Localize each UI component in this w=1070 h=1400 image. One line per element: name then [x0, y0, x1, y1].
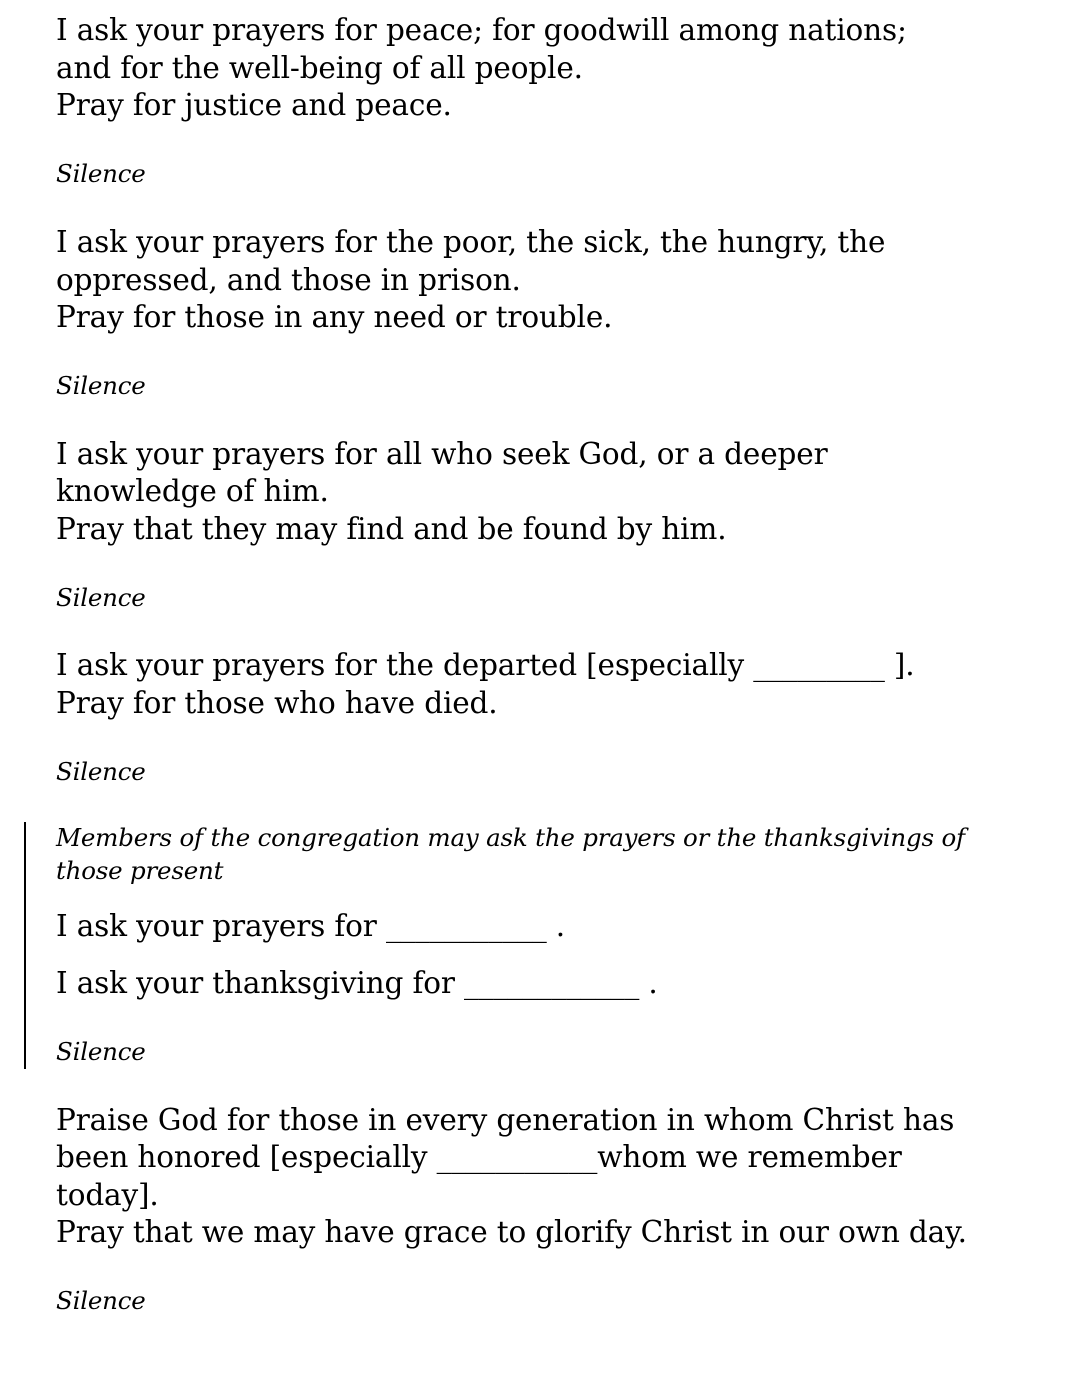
petition-4-line-2: Pray for those who have died. [56, 686, 498, 720]
petition-2-line-1: I ask your prayers for the poor, the sick, the hungry, the [56, 225, 886, 259]
silence-rubric-4: Silence [56, 757, 146, 786]
praise-line-3: today]. [56, 1178, 159, 1212]
silence-rubric-1: Silence [56, 159, 146, 188]
petition-3-line-3: Pray that they may find and be found by him. [56, 512, 727, 546]
petition-1-line-3: Pray for justice and peace. [56, 88, 452, 122]
praise-line-4: Pray that we may have grace to glorify Christ in our own day. [56, 1215, 967, 1249]
petition-1-line-2: and for the well-being of all people. [56, 51, 583, 85]
petition-4-line-1: I ask your prayers for the departed [especially _________ ]. [56, 648, 915, 682]
silence-rubric-5: Silence [56, 1037, 146, 1066]
praise-line-2: been honored [especially ___________whom we remember [56, 1140, 902, 1174]
change-bar [24, 822, 26, 1069]
thanksgiving-request-line: I ask your thanksgiving for ____________ . [56, 966, 658, 1000]
congregation-rubric-line-2: those present [56, 856, 224, 885]
praise-line-1: Praise God for those in every generation in whom Christ has [56, 1103, 955, 1137]
petition-2-line-2: oppressed, and those in prison. [56, 263, 521, 297]
petition-3-line-2: knowledge of him. [56, 474, 329, 508]
congregation-rubric-line-1: Members of the congregation may ask the prayers or the thanksgivings of [56, 823, 965, 852]
silence-rubric-3: Silence [56, 583, 146, 612]
silence-rubric-6: Silence [56, 1286, 146, 1315]
petition-1-line-1: I ask your prayers for peace; for goodwill among nations; [56, 13, 907, 47]
silence-rubric-2: Silence [56, 371, 146, 400]
petition-2-line-3: Pray for those in any need or trouble. [56, 300, 613, 334]
petition-3-line-1: I ask your prayers for all who seek God, or a deeper [56, 437, 828, 471]
prayers-request-line: I ask your prayers for ___________ . [56, 909, 565, 943]
